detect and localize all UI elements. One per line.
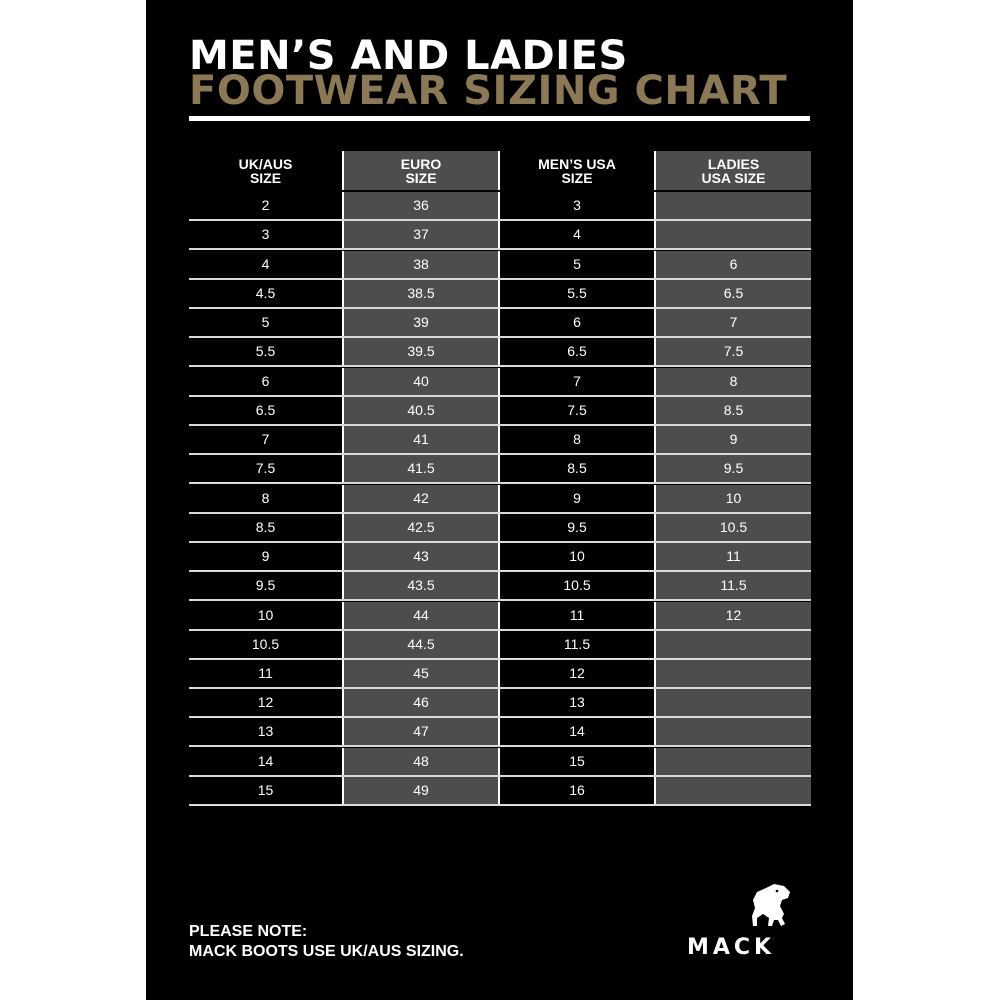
table-cell: 5.5 xyxy=(498,280,654,307)
table-cell: 10 xyxy=(654,485,811,512)
table-cell: 10.5 xyxy=(654,514,811,541)
table-cell: 9 xyxy=(654,426,811,453)
table-cell: 7 xyxy=(498,368,654,395)
table-cell: 6 xyxy=(189,368,342,395)
table-cell: 12 xyxy=(189,689,342,716)
bulldog-icon xyxy=(656,880,806,940)
table-row xyxy=(189,689,811,716)
table-cell: 9.5 xyxy=(498,514,654,541)
table-cell: 3 xyxy=(189,221,342,248)
sizing-chart-poster xyxy=(146,0,853,1000)
table-cell: 2 xyxy=(189,192,342,219)
table-cell: 8.5 xyxy=(654,397,811,424)
note-text: MACK BOOTS USE UK/AUS SIZING. xyxy=(189,943,464,960)
sizing-table xyxy=(189,151,811,804)
table-cell: 9 xyxy=(498,485,654,512)
table-cell: 39 xyxy=(342,309,498,336)
table-cell: 9 xyxy=(189,543,342,570)
table-row xyxy=(189,514,811,541)
table-cell: 49 xyxy=(342,777,498,804)
table-cell: 45 xyxy=(342,660,498,687)
table-cell: 5.5 xyxy=(189,338,342,365)
table-cell: 39.5 xyxy=(342,338,498,365)
table-cell: 10 xyxy=(498,543,654,570)
table-cell xyxy=(654,660,811,687)
header-text: SIZE xyxy=(561,169,593,186)
table-cell: 14 xyxy=(189,748,342,775)
table-cell: 42 xyxy=(342,485,498,512)
header-text: SIZE xyxy=(249,169,282,186)
table-cell: 8 xyxy=(189,485,342,512)
table-row xyxy=(189,660,811,687)
table-cell: 5 xyxy=(189,309,342,336)
mack-wordmark: MACK xyxy=(686,935,776,960)
header-text: LADIES xyxy=(707,155,760,172)
table-row xyxy=(189,280,811,307)
table-cell: 41 xyxy=(342,426,498,453)
please-note xyxy=(189,922,464,962)
header-text: EURO xyxy=(400,155,442,172)
table-cell xyxy=(654,192,811,219)
table-cell: 7 xyxy=(654,309,811,336)
table-row xyxy=(189,309,811,336)
table-cell: 9.5 xyxy=(654,455,811,482)
table-cell: 5 xyxy=(498,251,654,278)
table-cell xyxy=(654,221,811,248)
table-cell: 37 xyxy=(342,221,498,248)
table-cell: 11 xyxy=(498,602,654,629)
header-euro-size xyxy=(342,151,498,190)
table-row xyxy=(189,192,811,219)
table-cell: 11.5 xyxy=(498,631,654,658)
table-cell: 44.5 xyxy=(342,631,498,658)
table-cell: 12 xyxy=(654,602,811,629)
table-row xyxy=(189,397,811,424)
table-cell: 42.5 xyxy=(342,514,498,541)
table-row xyxy=(189,455,811,482)
table-cell: 10 xyxy=(189,602,342,629)
table-row xyxy=(189,631,811,658)
table-cell: 6.5 xyxy=(189,397,342,424)
table-cell: 36 xyxy=(342,192,498,219)
table-row xyxy=(189,777,811,804)
table-cell: 13 xyxy=(189,718,342,745)
table-row xyxy=(189,543,811,570)
table-cell xyxy=(654,689,811,716)
table-cell: 7 xyxy=(189,426,342,453)
table-cell: 4.5 xyxy=(189,280,342,307)
header-ladies-usa-size xyxy=(654,151,811,190)
table-cell: 38.5 xyxy=(342,280,498,307)
header-text: MEN’S USA xyxy=(538,155,616,172)
table-cell: 13 xyxy=(498,689,654,716)
table-cell: 11.5 xyxy=(654,572,811,599)
table-cell: 38 xyxy=(342,251,498,278)
table-cell: 4 xyxy=(189,251,342,278)
table-row xyxy=(189,426,811,453)
table-body xyxy=(189,192,811,804)
header-text: UK/AUS xyxy=(238,155,293,172)
note-heading: PLEASE NOTE: xyxy=(189,923,308,940)
table-cell xyxy=(654,718,811,745)
title-divider xyxy=(189,116,810,121)
table-row xyxy=(189,338,811,365)
table-cell: 8 xyxy=(498,426,654,453)
table-row xyxy=(189,748,811,775)
table-cell: 3 xyxy=(498,192,654,219)
table-cell: 6.5 xyxy=(654,280,811,307)
table-cell: 6.5 xyxy=(498,338,654,365)
table-cell: 43.5 xyxy=(342,572,498,599)
table-cell: 16 xyxy=(498,777,654,804)
table-cell: 7.5 xyxy=(654,338,811,365)
title-line-1: MEN’S AND LADIES xyxy=(189,33,628,79)
table-cell: 8.5 xyxy=(189,514,342,541)
mack-logo xyxy=(656,880,806,960)
table-cell xyxy=(654,777,811,804)
table-cell xyxy=(654,748,811,775)
table-header-row xyxy=(189,151,811,190)
table-cell: 40 xyxy=(342,368,498,395)
table-cell: 9.5 xyxy=(189,572,342,599)
table-cell: 12 xyxy=(498,660,654,687)
table-cell: 6 xyxy=(498,309,654,336)
table-cell: 43 xyxy=(342,543,498,570)
table-cell: 41.5 xyxy=(342,455,498,482)
table-cell xyxy=(654,631,811,658)
table-cell: 14 xyxy=(498,718,654,745)
table-cell: 11 xyxy=(189,660,342,687)
table-cell: 48 xyxy=(342,748,498,775)
header-mens-usa-size xyxy=(498,151,654,190)
table-cell: 15 xyxy=(498,748,654,775)
header-uk-aus-size xyxy=(189,151,342,190)
table-cell: 47 xyxy=(342,718,498,745)
table-cell: 4 xyxy=(498,221,654,248)
table-cell: 46 xyxy=(342,689,498,716)
table-cell: 15 xyxy=(189,777,342,804)
table-row xyxy=(189,251,811,278)
table-cell: 7.5 xyxy=(498,397,654,424)
table-cell: 44 xyxy=(342,602,498,629)
table-row xyxy=(189,602,811,629)
table-cell: 6 xyxy=(654,251,811,278)
table-row xyxy=(189,221,811,248)
header-text: SIZE xyxy=(405,169,437,186)
table-row xyxy=(189,485,811,512)
table-cell: 10.5 xyxy=(189,631,342,658)
table-cell: 8 xyxy=(654,368,811,395)
table-cell: 11 xyxy=(654,543,811,570)
table-cell: 10.5 xyxy=(498,572,654,599)
table-row xyxy=(189,368,811,395)
header-text: USA SIZE xyxy=(701,169,766,186)
table-cell: 40.5 xyxy=(342,397,498,424)
table-cell: 8.5 xyxy=(498,455,654,482)
table-row xyxy=(189,572,811,599)
table-row xyxy=(189,718,811,745)
title-line-2: FOOTWEAR SIZING CHART xyxy=(189,68,788,114)
table-cell: 7.5 xyxy=(189,455,342,482)
